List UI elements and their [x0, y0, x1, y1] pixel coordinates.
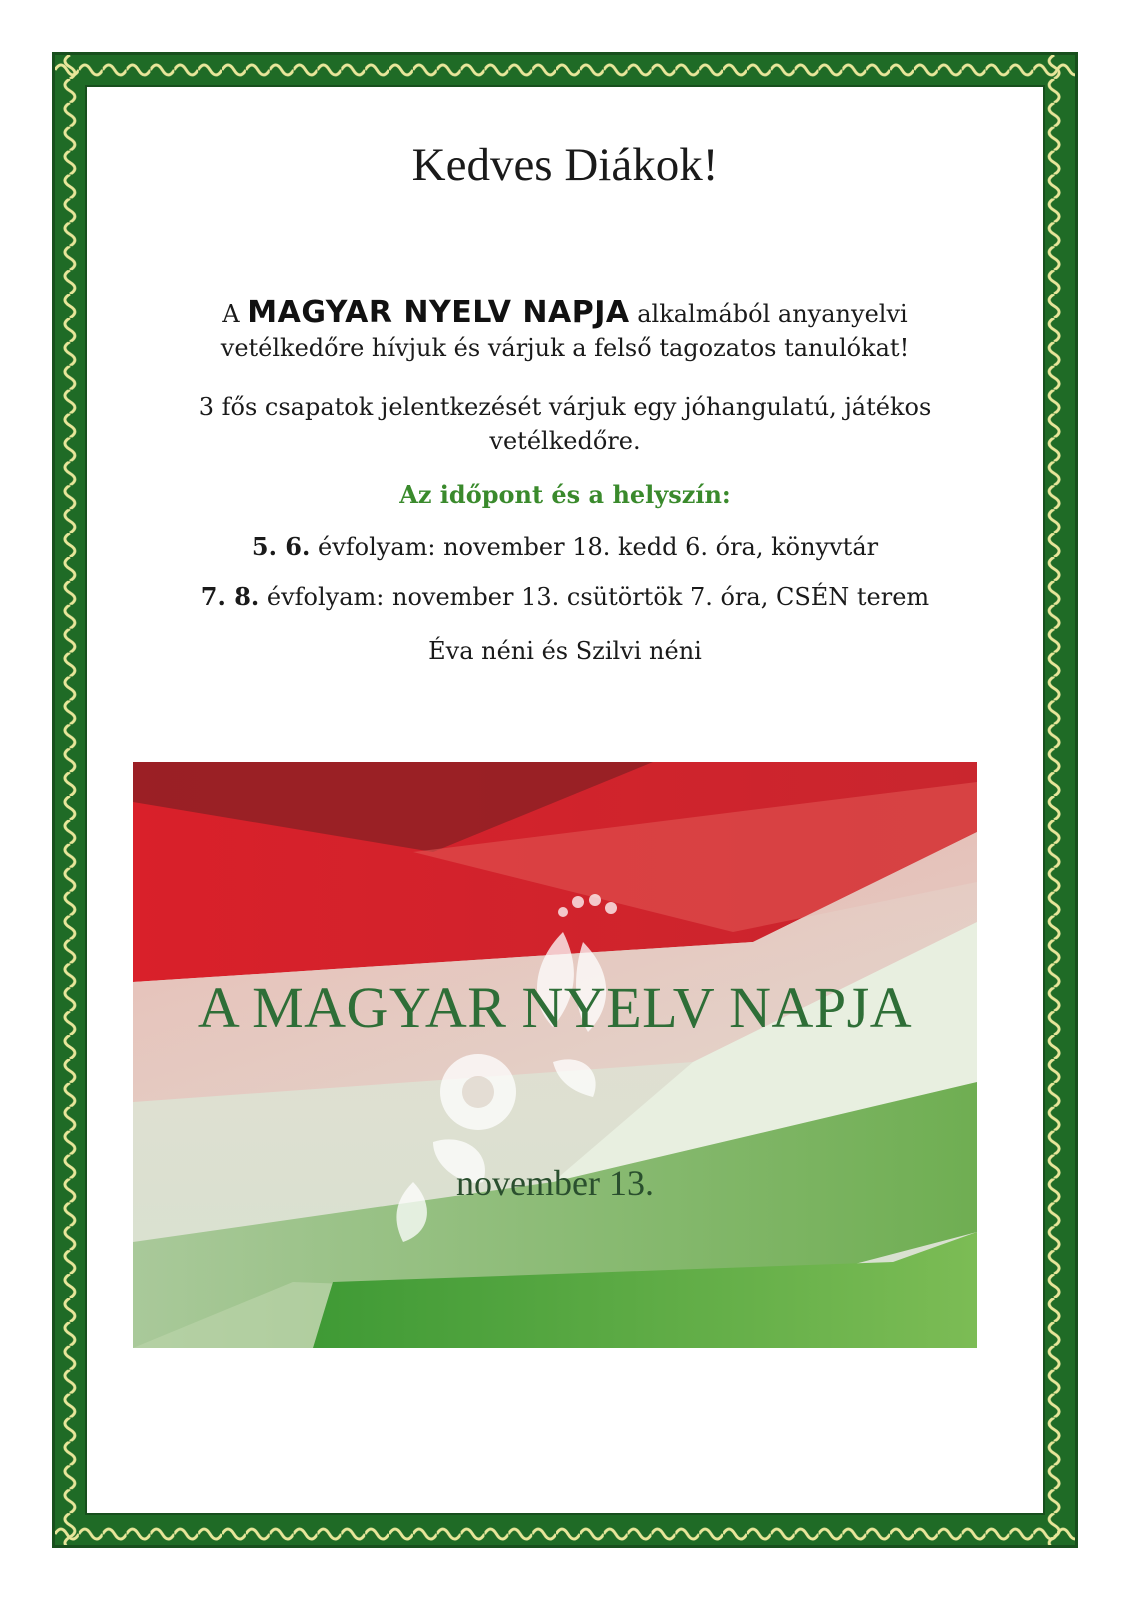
schedule-grades: 7. 8.: [200, 582, 260, 611]
event-name-highlight: MAGYAR NYELV NAPJA: [247, 295, 630, 330]
banner-date: november 13.: [456, 1163, 654, 1203]
schedule-heading: Az időpont és a helyszín:: [399, 480, 731, 509]
teams-paragraph: 3 fős csapatok jelentkezését várjuk egy jóhangulatú, játékos vetélkedőre.: [198, 393, 932, 455]
schedule-details: évfolyam: november 18. kedd 6. óra, könyvtár: [310, 533, 879, 561]
schedule-line: [150, 580, 980, 614]
intro-paragraph: [150, 296, 980, 365]
banner-title: A MAGYAR NYELV NAPJA: [197, 975, 913, 1040]
page-title: Kedves Diákok!: [411, 139, 719, 191]
event-banner-image: [133, 762, 977, 1348]
flag-background: [133, 762, 977, 1348]
schedule-details: évfolyam: november 13. csütörtök 7. óra, CSÉN terem: [259, 583, 930, 611]
intro-suffix: alkalmából anyanyelvi vetélkedőre hívjuk és várjuk a felső tagozatos tanulókat!: [220, 300, 910, 362]
schedule-line: [150, 530, 980, 564]
intro-prefix: A: [222, 300, 248, 328]
schedule-grades: 5. 6.: [251, 532, 311, 561]
signature: Éva néni és Szilvi néni: [428, 637, 702, 665]
